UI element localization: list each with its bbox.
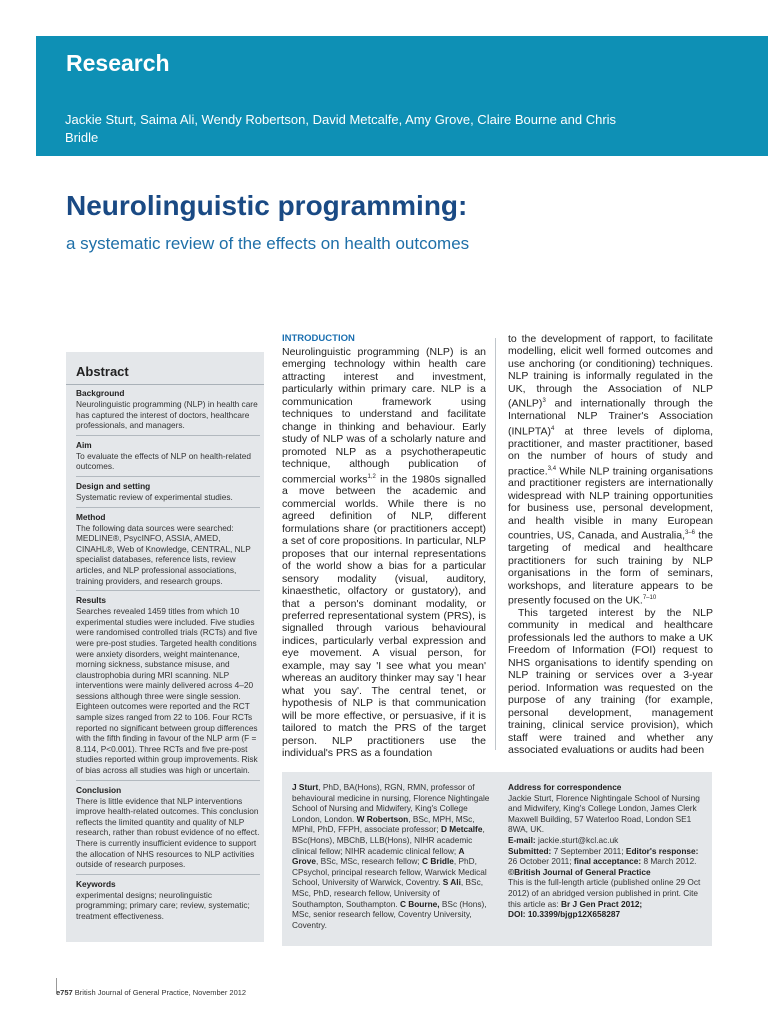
abstract-divider xyxy=(66,384,264,385)
correspondence-email[interactable]: jackie.sturt@kcl.ac.uk xyxy=(535,834,619,845)
abstract-text: The following data sources were searched: MEDLINE®, PsycINFO, ASSIA, AMED, CINAHL®, Web of Knowledge, CENTRAL, NLP specialist databases, reference lists, review articles, and NLP professional associations, training providers, and research groups. xyxy=(76,522,251,586)
abstract-text: To evaluate the effects of NLP on health-related outcomes. xyxy=(76,450,251,472)
copyright: ©British Journal of General Practice xyxy=(508,866,651,877)
article-title: Neurolinguistic programming: xyxy=(66,190,468,221)
citation: 7–10 xyxy=(642,595,657,602)
abstract-heading: Conclusion xyxy=(76,784,122,795)
abstract-text: Searches revealed 1459 titles from which 10 experimental studies were included. Five studies were randomised controlled trials (RCTs) and five were pre-post studies. Targeted health conditions were anxiety disorders, weight maintenance, morning sickness, substance misuse, and claustrophobia during MRI scanning. NLP interventions were mainly delivered across 4–20 sessions although three were single session. Eighteen outcomes were reported and the RCT sample sizes ranged from 22 to 106. Four RCTs reported no significant between group differences with the fifth finding in favour of the NLP arm (F = 8.114, P<0.001). Three RCTs and five pre-post studies reported within group improvements. Risk of bias across all studies was high or uncertain. xyxy=(76,606,258,776)
citation: 3 xyxy=(542,398,546,405)
citation: 3,4 xyxy=(547,465,557,472)
abstract-heading: Design and setting xyxy=(76,480,151,491)
abstract-title: Abstract xyxy=(76,364,129,379)
section-label: Research xyxy=(66,50,170,76)
introduction-heading: INTRODUCTION xyxy=(282,333,355,344)
abstract-heading: Aim xyxy=(76,439,92,450)
correspondence-heading: Address for correspondence xyxy=(508,782,622,792)
correspondence: Address for correspondence Jackie Sturt, Florence Nightingale School of Nursing and Midwifery, King's College London, James Clerk Maxwell Building, 57 Waterloo Road, London SE1 8WA, UK. E-mail: jackie.sturt@kcl.ac.uk Submitted: 7 September 2011; Editor's response: 26 October 2011; final acceptance: 8 March 2012. ©British Journal of General Practice This is the full-length article (published online 29 Oct 2012) of an abridged version published in print. Cite this article as: Br J Gen Pract 2012; DOI: 10.3399/bjgp12X658287 xyxy=(508,782,701,920)
article-notes-box xyxy=(282,772,712,946)
correspondence-address: Jackie Sturt, Florence Nightingale School of Nursing and Midwifery, King's College London, James Clerk Maxwell Building, 57 Waterloo Road, London SE1 8WA, UK. xyxy=(508,792,700,835)
abstract-body xyxy=(76,388,260,930)
intro-paragraph-2: This targeted interest by the NLP community in medical and healthcare professionals led the authors to make a UK Freedom of Information (FOI) request to NHS organisations to identify spending on NLP training or services over a 3-year period. Information was requested on the purpose of any training (for example, personal development, management training, clinical service provision), which staff were trained and whether any associated evaluations or audits had been xyxy=(508,607,713,756)
body-column-2 xyxy=(508,333,713,756)
citation: 4 xyxy=(550,425,555,432)
abstract-text: There is little evidence that NLP interventions improve health-related outcomes. This conclusion reflects the limited quantity and quality of NLP research, rather than robust evidence of no effect. There is currently insufficient evidence to support the allocation of NHS resources to NLP activities outside of research purposes. xyxy=(76,795,260,870)
citation: 1,2 xyxy=(367,473,376,480)
abstract-design xyxy=(76,481,260,508)
abstract-box xyxy=(66,352,264,942)
abstract-heading: Background xyxy=(76,388,125,398)
header-banner xyxy=(36,36,768,156)
abstract-method xyxy=(76,512,260,592)
abstract-conclusion xyxy=(76,785,260,875)
abstract-aim xyxy=(76,440,260,477)
body-column-1 xyxy=(282,346,486,759)
abstract-heading: Results xyxy=(76,595,106,606)
author-list: Jackie Sturt, Saima Ali, Wendy Robertson, David Metcalfe, Amy Grove, Claire Bourne and Chris Bridle xyxy=(65,112,617,145)
abstract-text: Systematic review of experimental studies. xyxy=(76,491,233,502)
abstract-background xyxy=(76,388,260,436)
abstract-text: experimental designs; neurolinguistic programming; primary care; review, systematic; treatment effectiveness. xyxy=(76,889,250,921)
abstract-heading: Method xyxy=(76,511,106,522)
abstract-text: Neurolinguistic programming (NLP) in health care has captured the interest of doctors, healthcare professionals, and managers. xyxy=(76,399,258,431)
citation: 3–6 xyxy=(685,530,696,537)
column-divider xyxy=(495,338,496,750)
abstract-heading: Keywords xyxy=(76,878,116,889)
page-number: e757 xyxy=(56,988,73,997)
intro-paragraph-1-cont: to the development of rapport, to facilitate modelling, elicit well formed outcomes and use anchoring (or conditioning) techniques. NLP training is informally regulated in the UK, through the Association of NLP (ANLP)$^3$ and internationally through the International NLP Trainer's Association (INLPTA)$^4$ at three levels of diploma, practitioner, and master practitioner, based on the number of hours of study and practice.$^{3,4}$ While NLP training organisations and practitioner registers are internationally widespread with NLP training opportunities for business use, personal development, and health visible in many European countries, US, Canada, and Australia,$^{3-6}$ the targeting of medical and healthcare practitioners for such training by NLP organisations in the form of seminars, workshops, and literature appears to be presently focused on the UK.$^{7-10}$ xyxy=(508,333,714,607)
doi[interactable]: DOI: 10.3399/bjgp12X658287 xyxy=(508,909,621,920)
page-footer xyxy=(56,988,246,997)
abstract-keywords xyxy=(76,879,260,926)
abstract-results xyxy=(76,595,260,781)
journal-name: British Journal of General Practice, November 2012 xyxy=(72,988,247,997)
article-subtitle: a systematic review of the effects on health outcomes xyxy=(66,234,470,253)
intro-paragraph-1: Neurolinguistic programming (NLP) is an emerging technology within health care attracting interest and investment, particularly within primary care. NLP is a communication framework using techniques to understand and facilitate change in thinking and behaviour. Early study of NLP was of a scholarly nature and promoted NLP as a psychotherapeutic technique, although publication of commercial works$^{1,2}$ in the 1980s signalled a move between the academic and commercial worlds. While there is no agreed definition of NLP, different formulations share (or practitioners accept) a set of core propositions. In particular, NLP proposes that our internal representations of the world show a bias for a particular sensory modality (visual, auditory, kinaesthetic, olfactory or gustatory), and that a person's dominant modality, or preferred representational system (PRS), is signalled through various behavioural indices, particularly verbal expression and eye movement. A visual person, for example, may say 'I see what you mean' whereas an auditory thinker may say 'I hear what you say'. The central tenet, or hypothesis of NLP is that communication will be more effective, or persuasive, if it is tailored to match the PRS of the target person. NLP practitioners use the individual's PRS as a foundation xyxy=(282,346,487,759)
author-affiliations: J Sturt, PhD, BA(Hons), RGN, RMN, professor of behavioural medicine in nursing, Florence Nightingale School of Nursing and Midwifery, King's College London, London. W Robertson, BSc, MPH, MSc, MPhil, PhD, FFPH, associate professor; D Metcalfe, BSc(Hons), MBChB, LLB(Hons), NIHR academic clinical fellow; NIHR academic clinical fellow; A Grove, BSc, MSc, research fellow; C Bridle, PhD, CPsychol, principal research fellow, Warwick Medical School, University of Warwick, Coventry. S Ali, BSc, MSc, PhD, research fellow, University of Southampton, Southampton. C Bourne, BSc (Hons), MSc, senior research fellow, Coventry University, Coventry. xyxy=(292,782,490,930)
